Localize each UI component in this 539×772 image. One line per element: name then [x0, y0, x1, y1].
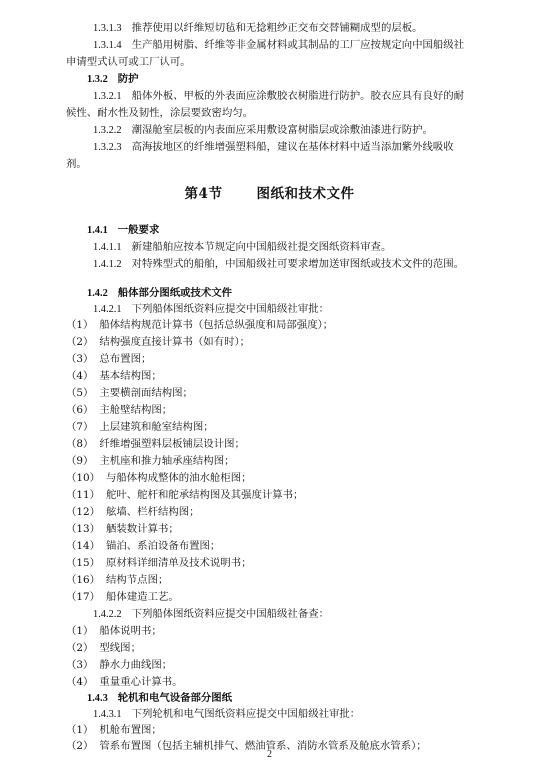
item-text: 船体说明书； — [99, 625, 162, 637]
item-number: （1） — [66, 724, 94, 736]
clause-text: 新建船舶应按本节规定向中国船级社提交图纸资料审查。 — [131, 241, 392, 253]
item-number: （3） — [66, 353, 94, 365]
item-text: 舷墙、栏杆结构图； — [106, 506, 200, 518]
clause-number: 1.3.2.1 — [93, 91, 122, 102]
item-text: 原材料详细清单及技术说明书； — [106, 557, 252, 569]
item-text: 主机座和推力轴承座结构图； — [99, 455, 235, 467]
list-item — [66, 385, 539, 401]
clause-text: 潮湿舱室层板的内表面应采用敷设富树脂层或涂敷油漆进行防护。 — [131, 124, 433, 136]
item-number: （15） — [66, 557, 101, 569]
clause-number: 1.4.1.1 — [93, 242, 122, 253]
section-title: 一般要求 — [117, 224, 160, 236]
item-number: （2） — [66, 336, 94, 348]
item-text: 结构强度直接计算书（如有时）； — [99, 336, 251, 348]
item-number: （13） — [66, 523, 101, 535]
heading-1-4-3 — [87, 690, 539, 707]
item-text: 船体结构规范计算书（包括总纵强度和局部强度）； — [99, 319, 334, 331]
list-item — [66, 623, 539, 639]
item-text: 船体建造工艺。 — [106, 591, 179, 603]
list-item — [66, 657, 539, 673]
item-text: 舵叶、舵杆和舵承结构图及其强度计算书； — [106, 489, 304, 501]
item-text: 机舱布置图； — [99, 724, 162, 736]
clause-number: 1.3.2.3 — [93, 142, 122, 153]
item-text: 与船体构成整体的油水舱柜图； — [106, 472, 252, 484]
item-number: （11） — [66, 489, 101, 501]
para-1-3-1-4 — [93, 37, 539, 54]
list-item — [66, 572, 539, 588]
list-item — [66, 351, 539, 367]
item-number: （9） — [66, 455, 94, 467]
chapter-number: 第4节 — [184, 186, 223, 202]
clause-text: 下列船体图纸资料应提交中国船级社备查： — [131, 608, 329, 620]
list-item — [66, 334, 539, 350]
item-text: 上层建筑和舱室结构图； — [99, 421, 214, 433]
item-text: 主舱壁结构图； — [99, 404, 173, 416]
clause-text: 船体外板、甲板的外表面应涂敷胶衣树脂进行防护。胶衣应具有良好的耐 — [131, 90, 465, 102]
item-text: 锚泊、系泊设备布置图； — [106, 540, 221, 552]
item-text: 主要横剖面结构图； — [99, 387, 193, 399]
clause-number: 1.4.3.1 — [93, 709, 122, 720]
heading-1-4-1 — [87, 222, 539, 239]
chapter-heading — [0, 182, 539, 202]
para-1-3-2-3-cont — [66, 156, 539, 172]
list-item — [66, 436, 539, 452]
item-number: （1） — [66, 319, 94, 331]
item-number: （7） — [66, 421, 94, 433]
item-number: （1） — [66, 625, 94, 637]
item-text: 舾装数计算书； — [106, 523, 179, 535]
item-text: 纤维增强塑料层板铺层设计图； — [99, 438, 245, 450]
item-number: （14） — [66, 540, 101, 552]
para-1-4-1-1 — [93, 239, 539, 256]
list-item — [66, 674, 539, 690]
para-1-3-2-1 — [93, 88, 539, 105]
clause-number: 1.4.1.2 — [93, 259, 122, 270]
para-1-3-2-3 — [93, 139, 539, 156]
list-item — [66, 538, 539, 554]
clause-text: 下列轮机和电气图纸资料应提交中国船级社审批： — [131, 708, 361, 720]
item-number: （5） — [66, 387, 94, 399]
para-1-4-1-2 — [93, 256, 539, 273]
list-item — [66, 504, 539, 520]
clause-text: 申请型式认可或工厂认可。 — [66, 56, 191, 68]
item-number: （2） — [66, 642, 94, 654]
clause-text: 高海拔地区的纤维增强塑料船，建议在基体材料中适当添加紫外线吸收 — [131, 141, 454, 153]
item-number: （4） — [66, 370, 94, 382]
clause-text: 生产船用树脂、纤维等非金属材料或其制品的工厂应按规定向中国船级社 — [131, 39, 465, 51]
list-item — [66, 555, 539, 571]
section-title: 轮机和电气设备部分图纸 — [117, 692, 233, 704]
item-text: 管系布置图（包括主辅机排气、燃油管系、消防水管系及舱底水管系）； — [99, 740, 427, 752]
item-number: （16） — [66, 574, 101, 586]
para-1-4-3-1 — [93, 706, 539, 723]
item-number: （3） — [66, 659, 94, 671]
clause-text: 对特殊型式的船舶，中国船级社可要求增加送审图纸或技术文件的范围。 — [131, 258, 465, 270]
list-item — [66, 589, 539, 605]
item-number: （17） — [66, 591, 101, 603]
item-number: （2） — [66, 740, 94, 752]
para-1-4-2-1 — [93, 301, 539, 318]
clause-text: 下列船体图纸资料应提交中国船级社审批： — [131, 303, 329, 315]
list-item — [66, 640, 539, 656]
section-number: 1.3.2 — [87, 74, 108, 85]
list-item — [66, 453, 539, 469]
item-number: （4） — [66, 676, 94, 688]
chapter-title: 图纸和技术文件 — [256, 186, 355, 202]
para-1-3-1-4-cont — [66, 54, 539, 70]
list-item — [66, 402, 539, 418]
heading-1-4-2 — [87, 285, 539, 302]
section-title: 防护 — [117, 73, 139, 85]
para-1-3-2-2 — [93, 122, 539, 139]
list-item — [66, 521, 539, 537]
list-item — [66, 722, 539, 738]
list-item — [66, 419, 539, 435]
item-text: 型线图； — [99, 642, 141, 654]
clause-number: 1.4.2.1 — [93, 304, 122, 315]
clause-number: 1.3.1.4 — [93, 40, 122, 51]
list-item — [66, 368, 539, 384]
item-text: 静水力曲线图； — [99, 659, 173, 671]
clause-number: 1.4.2.2 — [93, 609, 122, 620]
item-number: （10） — [66, 472, 101, 484]
clause-text: 候性、耐水性及韧性，涂层要致密均匀。 — [66, 107, 254, 119]
para-1-3-1-3 — [93, 20, 539, 37]
clause-number: 1.3.1.3 — [93, 23, 122, 34]
page-number: 2 — [267, 749, 272, 760]
clause-text: 剂。 — [66, 158, 87, 170]
section-title: 船体部分图纸或技术文件 — [117, 287, 233, 299]
item-text: 结构节点图； — [106, 574, 169, 586]
item-text: 基本结构图； — [99, 370, 162, 382]
item-number: （8） — [66, 438, 94, 450]
clause-number: 1.3.2.2 — [93, 125, 122, 136]
section-number: 1.4.3 — [87, 693, 108, 704]
item-text: 总布置图； — [99, 353, 152, 365]
item-number: （6） — [66, 404, 94, 416]
section-number: 1.4.1 — [87, 225, 108, 236]
list-item — [66, 470, 539, 486]
list-item — [66, 487, 539, 503]
heading-1-3-2 — [87, 71, 539, 88]
para-1-4-2-2 — [93, 606, 539, 623]
para-1-3-2-1-cont — [66, 105, 539, 121]
list-item — [66, 317, 539, 333]
item-text: 重量重心计算书。 — [99, 676, 183, 688]
section-number: 1.4.2 — [87, 288, 108, 299]
clause-text: 推荐使用以纤维短切毡和无捻粗纱正交布交替铺糊成型的层板。 — [131, 22, 423, 34]
item-number: （12） — [66, 506, 101, 518]
